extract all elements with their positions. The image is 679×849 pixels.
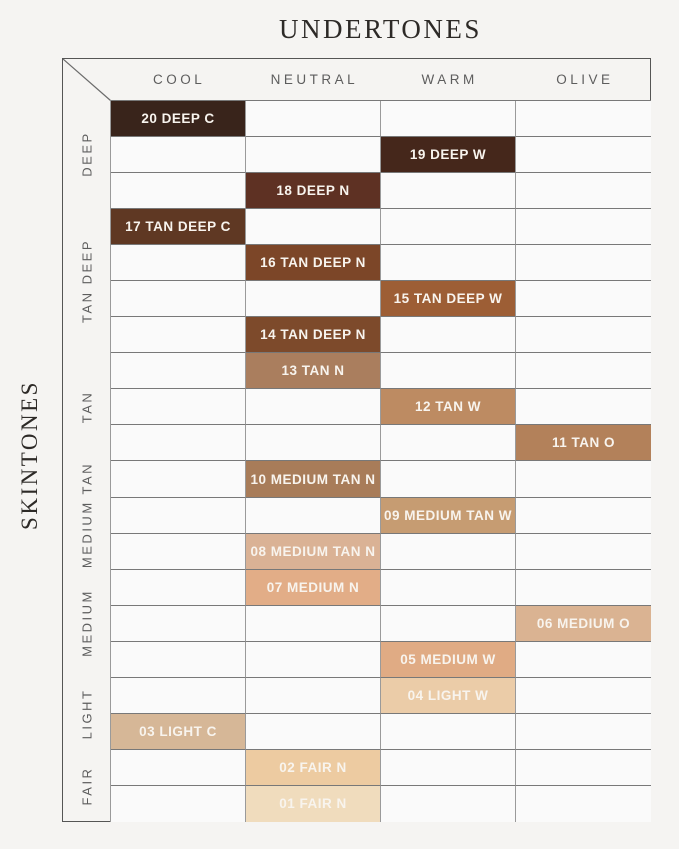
empty-cell [381, 353, 516, 389]
shade-swatch-09-medium-tan-w [381, 498, 516, 534]
empty-cell [381, 750, 516, 786]
empty-cell [381, 606, 516, 642]
empty-cell [516, 750, 651, 786]
shade-swatch-label: 18 DEEP N [276, 183, 350, 199]
undertone-header-row [110, 59, 651, 100]
shade-swatch-label: 14 TAN DEEP N [260, 327, 366, 343]
shade-swatch-label: 07 MEDIUM N [266, 579, 360, 595]
empty-cell [246, 606, 381, 642]
empty-cell [381, 714, 516, 750]
skintone-group-fair: FAIR [79, 766, 94, 806]
empty-cell [516, 461, 651, 497]
shade-swatch-17-tan-deep-c [111, 209, 246, 245]
undertone-header-olive: OLIVE [556, 72, 614, 87]
empty-cell [111, 173, 246, 209]
shade-swatch-10-medium-tan-n [246, 461, 381, 497]
empty-cell [246, 498, 381, 534]
skintone-group-deep: DEEP [79, 131, 94, 177]
empty-cell [111, 245, 246, 281]
empty-cell [381, 461, 516, 497]
shade-swatch-13-tan-n [246, 353, 381, 389]
shade-swatch-label: 20 DEEP C [141, 111, 215, 127]
empty-cell [516, 101, 651, 137]
empty-cell [246, 209, 381, 245]
empty-cell [111, 570, 246, 606]
empty-cell [246, 642, 381, 678]
empty-cell [111, 461, 246, 497]
empty-cell [516, 714, 651, 750]
shade-swatch-label: 12 TAN W [414, 399, 481, 415]
shade-grid [110, 100, 651, 822]
empty-cell [516, 642, 651, 678]
empty-cell [381, 245, 516, 281]
empty-cell [246, 714, 381, 750]
empty-cell [516, 534, 651, 570]
empty-cell [516, 317, 651, 353]
empty-cell [381, 317, 516, 353]
shade-swatch-04-light-w [381, 678, 516, 714]
empty-cell [111, 353, 246, 389]
undertone-header-neutral: NEUTRAL [270, 72, 359, 87]
skintone-group-medium: MEDIUM [79, 589, 94, 658]
shade-swatch-label: 05 MEDIUM W [400, 651, 496, 667]
empty-cell [516, 281, 651, 317]
skintone-group-light: LIGHT [79, 688, 94, 740]
corner-diagonal-line [63, 59, 111, 101]
empty-cell [111, 137, 246, 173]
shade-swatch-label: 17 TAN DEEP C [125, 219, 231, 235]
shade-swatch-label: 10 MEDIUM TAN N [250, 471, 376, 487]
empty-cell [246, 425, 381, 461]
undertone-header-cool: COOL [152, 72, 206, 87]
empty-cell [246, 101, 381, 137]
empty-cell [516, 570, 651, 606]
empty-cell [111, 678, 246, 714]
undertones-title: UNDERTONES [279, 14, 482, 44]
empty-cell [111, 281, 246, 317]
empty-cell [381, 173, 516, 209]
empty-cell [381, 786, 516, 822]
shade-swatch-label: 01 FAIR N [279, 796, 347, 812]
shade-swatch-label: 19 DEEP W [409, 147, 487, 163]
empty-cell [516, 173, 651, 209]
empty-cell [516, 137, 651, 173]
shade-swatch-02-fair-n [246, 750, 381, 786]
skintones-axis-label: SKINTONES [17, 380, 42, 530]
empty-cell [381, 534, 516, 570]
shade-swatch-18-deep-n [246, 173, 381, 209]
undertone-header-warm: WARM [421, 72, 478, 87]
shade-swatch-03-light-c [111, 714, 246, 750]
shade-swatch-07-medium-n [246, 570, 381, 606]
shade-swatch-label: 16 TAN DEEP N [260, 255, 366, 271]
empty-cell [516, 498, 651, 534]
shade-swatch-label: 04 LIGHT W [407, 687, 489, 703]
empty-cell [381, 570, 516, 606]
empty-cell [381, 425, 516, 461]
grid-box [62, 58, 651, 822]
empty-cell [111, 498, 246, 534]
shade-swatch-15-tan-deep-w [381, 281, 516, 317]
empty-cell [111, 534, 246, 570]
empty-cell [246, 678, 381, 714]
empty-cell [381, 101, 516, 137]
empty-cell [111, 786, 246, 822]
shade-swatch-label: 09 MEDIUM TAN W [384, 507, 512, 523]
empty-cell [111, 642, 246, 678]
empty-cell [246, 281, 381, 317]
shade-swatch-08-medium-tan-n [246, 534, 381, 570]
shade-swatch-14-tan-deep-n [246, 317, 381, 353]
shade-swatch-20-deep-c [111, 101, 246, 137]
empty-cell [246, 389, 381, 425]
shade-swatch-label: 15 TAN DEEP W [393, 291, 503, 307]
empty-cell [111, 389, 246, 425]
shade-swatch-label: 06 MEDIUM O [536, 615, 631, 631]
skintone-group-medium-tan: MEDIUM TAN [79, 462, 94, 569]
empty-cell [516, 353, 651, 389]
empty-cell [516, 389, 651, 425]
skintone-group-tan: TAN [79, 390, 94, 424]
shade-swatch-label: 03 LIGHT C [139, 723, 217, 739]
empty-cell [111, 317, 246, 353]
empty-cell [516, 245, 651, 281]
shade-swatch-label: 08 MEDIUM TAN N [250, 543, 376, 559]
empty-cell [516, 786, 651, 822]
shade-swatch-19-deep-w [381, 137, 516, 173]
shade-swatch-label: 13 TAN N [281, 363, 345, 379]
shade-swatch-11-tan-o [516, 425, 651, 461]
empty-cell [246, 137, 381, 173]
shade-swatch-06-medium-o [516, 606, 651, 642]
empty-cell [111, 425, 246, 461]
empty-cell [111, 750, 246, 786]
empty-cell [516, 678, 651, 714]
shade-swatch-label: 02 FAIR N [279, 759, 347, 775]
empty-cell [516, 209, 651, 245]
shade-swatch-05-medium-w [381, 642, 516, 678]
shade-swatch-label: 11 TAN O [551, 435, 616, 451]
empty-cell [381, 209, 516, 245]
empty-cell [111, 606, 246, 642]
shade-swatch-12-tan-w [381, 389, 516, 425]
skintone-group-tan-deep: TAN DEEP [79, 238, 94, 323]
shade-swatch-01-fair-n [246, 786, 381, 822]
shade-swatch-16-tan-deep-n [246, 245, 381, 281]
